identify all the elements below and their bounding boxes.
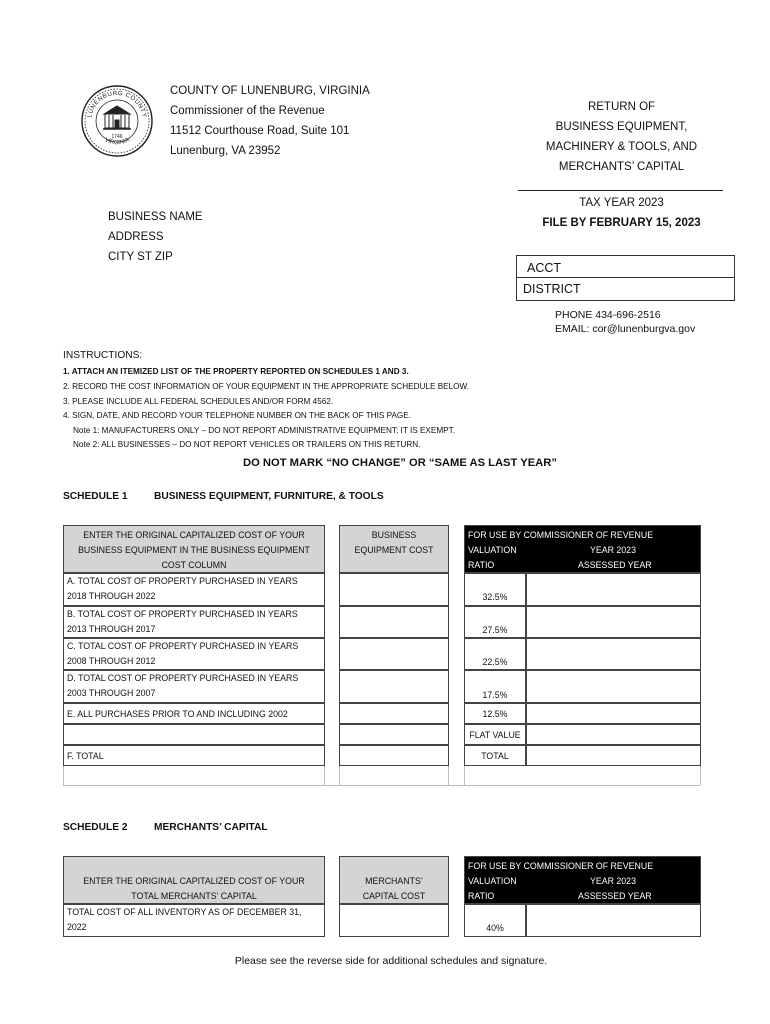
return-title (520, 97, 723, 177)
cost-input-e[interactable] (339, 703, 449, 724)
merchants-assessed-input[interactable] (526, 904, 701, 937)
instruction-item: 2. RECORD THE COST INFORMATION OF YOUR EQUIPMENT IN THE APPROPRIATE SCHEDULE BELOW. (63, 382, 470, 391)
header-text: MERCHANTS’ (365, 876, 423, 886)
row-label-line: 2022 (67, 922, 87, 932)
schedule1-header-cost (339, 525, 449, 573)
county-address (170, 81, 370, 161)
address-label: ADDRESS (108, 231, 164, 243)
schedule1-number: SCHEDULE 1 (63, 491, 128, 502)
assessed-input-total[interactable] (526, 745, 701, 766)
title-divider (518, 190, 723, 191)
phone: PHONE 434-696-2516 (555, 309, 661, 321)
row-label-line: A. TOTAL COST OF PROPERTY PURCHASED IN YEARS (67, 576, 298, 586)
ratio-a (464, 573, 526, 606)
street-address: 11512 Courthouse Road, Suite 101 (170, 125, 350, 137)
cost-input-d[interactable] (339, 670, 449, 703)
ratio-value: 32.5% (482, 592, 508, 602)
footer-note: Please see the reverse side for additional schedules and signature. (234, 955, 548, 967)
schedule2-title: MERCHANTS’ CAPITAL (154, 822, 268, 833)
ratio-c (464, 638, 526, 670)
instruction-item: 1. ATTACH AN ITEMIZED LIST OF THE PROPERTY REPORTED ON SCHEDULES 1 AND 3. (63, 367, 409, 376)
ratio-b (464, 606, 526, 638)
county-seal (80, 84, 154, 158)
total-label (464, 745, 526, 766)
courthouse-icon (103, 106, 131, 129)
cost-input-b[interactable] (339, 606, 449, 638)
return-title-line: MACHINERY & TOOLS, AND (545, 141, 698, 153)
schedule1-row-label (63, 573, 325, 606)
cost-input-a[interactable] (339, 573, 449, 606)
row-label-line: 2008 THROUGH 2012 (67, 656, 156, 666)
schedule2-number: SCHEDULE 2 (63, 822, 128, 833)
county-name: COUNTY OF LUNENBURG, VIRGINIA (170, 85, 370, 97)
seal-bottom-text: VIRGINIA (103, 137, 131, 147)
return-title-line: RETURN OF (587, 101, 656, 113)
ratio-d (464, 670, 526, 703)
merchants-cost-input[interactable] (339, 904, 449, 937)
instruction-note: Note 2: ALL BUSINESSES – DO NOT REPORT VEHICLES OR TRAILERS ON THIS RETURN. (73, 440, 421, 449)
row-label-line: 2018 THROUGH 2022 (67, 591, 156, 601)
ratio-value: 40% (486, 923, 504, 933)
cost-input-c[interactable] (339, 638, 449, 670)
ratio-value: 17.5% (482, 690, 508, 700)
schedule1-row-label (63, 670, 325, 703)
valuation-label: RATIO (468, 891, 495, 901)
merchants-ratio (464, 904, 526, 937)
header-text: BUSINESS (371, 530, 417, 540)
row-label-line: E. ALL PURCHASES PRIOR TO AND INCLUDING 2002 (67, 709, 288, 719)
file-by-date: FILE BY FEBRUARY 15, 2023 (542, 217, 701, 229)
assessed-input-b[interactable] (526, 606, 701, 638)
flat-value-text: FLAT VALUE (469, 730, 521, 740)
commissioner-title: FOR USE BY COMMISSIONER OF REVENUE (468, 861, 654, 871)
instruction-note: Note 1: MANUFACTURERS ONLY – DO NOT REPORT ADMINISTRATIVE EQUIPMENT; IT IS EXEMPT. (73, 426, 456, 435)
tax-year: TAX YEAR 2023 (579, 197, 664, 209)
return-title-line: BUSINESS EQUIPMENT, (555, 121, 688, 133)
schedule1-header-description (63, 525, 325, 573)
schedule1-blank-label (63, 724, 325, 745)
assessed-label: ASSESSED YEAR (578, 560, 652, 570)
commissioner-title: FOR USE BY COMMISSIONER OF REVENUE (468, 530, 654, 540)
row-label-line: 2013 THROUGH 2017 (67, 624, 156, 634)
assessed-input-d[interactable] (526, 670, 701, 703)
assessed-label: YEAR 2023 (590, 545, 636, 555)
assessed-input-flat[interactable] (526, 724, 701, 745)
valuation-label: VALUATION (468, 876, 517, 886)
schedule1-row-label (63, 638, 325, 670)
ratio-value: 27.5% (482, 625, 508, 635)
header-text: EQUIPMENT COST (354, 545, 434, 555)
schedule1-row-label (63, 745, 325, 766)
schedule1-commissioner-header (464, 525, 701, 573)
valuation-label: RATIO (468, 560, 495, 570)
email: EMAIL: cor@lunenburgva.gov (555, 323, 696, 335)
assessed-label: YEAR 2023 (590, 876, 636, 886)
city-zip-label: CITY ST ZIP (108, 251, 173, 263)
cost-input-total[interactable] (339, 745, 449, 766)
schedule1-row-label (63, 606, 325, 638)
ratio-value: 12.5% (482, 709, 508, 719)
district-box[interactable] (516, 278, 735, 301)
return-title-line: MERCHANTS’ CAPITAL (558, 161, 685, 173)
city-state-zip: Lunenburg, VA 23952 (170, 145, 281, 157)
assessed-input-a[interactable] (526, 573, 701, 606)
assessed-input-c[interactable] (526, 638, 701, 670)
schedule1-title: BUSINESS EQUIPMENT, FURNITURE, & TOOLS (154, 491, 384, 502)
schedule2-row-label (63, 904, 325, 937)
seal-top-text: LUNENBURG COUNTY (86, 89, 148, 119)
header-text: TOTAL MERCHANTS’ CAPITAL (131, 891, 257, 901)
schedule2-header-cost (339, 856, 449, 904)
header-text: ENTER THE ORIGINAL CAPITALIZED COST OF YOUR (83, 876, 305, 886)
acct-label: ACCT (527, 261, 562, 275)
flat-value-label (464, 724, 526, 745)
instruction-item: 3. PLEASE INCLUDE ALL FEDERAL SCHEDULES AND/OR FORM 4562. (63, 397, 334, 406)
business-name-label: BUSINESS NAME (108, 211, 203, 223)
header-text: CAPITAL COST (362, 891, 426, 901)
row-label-line: D. TOTAL COST OF PROPERTY PURCHASED IN YEARS (67, 673, 299, 683)
row-label-line: C. TOTAL COST OF PROPERTY PURCHASED IN YEARS (67, 641, 299, 651)
valuation-label: VALUATION (468, 545, 517, 555)
district-label: DISTRICT (523, 282, 581, 296)
assessed-label: ASSESSED YEAR (578, 891, 652, 901)
assessed-input-e[interactable] (526, 703, 701, 724)
ratio-e (464, 703, 526, 724)
instruction-item: 4. SIGN, DATE, AND RECORD YOUR TELEPHONE NUMBER ON THE BACK OF THIS PAGE. (63, 411, 412, 420)
seal-year: 1746 (111, 134, 123, 140)
row-label-line: B. TOTAL COST OF PROPERTY PURCHASED IN YEARS (67, 609, 298, 619)
schedule2-commissioner-header (464, 856, 701, 904)
ratio-value: 22.5% (482, 657, 508, 667)
commissioner-title: Commissioner of the Revenue (170, 105, 325, 117)
schedule2-header-description (63, 856, 325, 904)
cost-input-flat[interactable] (339, 724, 449, 745)
instructions-heading: INSTRUCTIONS: (63, 350, 143, 361)
row-label-line: F. TOTAL (67, 751, 104, 761)
warning-text: DO NOT MARK “NO CHANGE” OR “SAME AS LAST YEAR” (243, 457, 557, 469)
row-label-line: TOTAL COST OF ALL INVENTORY AS OF DECEMBER 31, (67, 907, 302, 917)
acct-box[interactable] (516, 255, 735, 278)
total-text: TOTAL (481, 751, 509, 761)
row-label-line: 2003 THROUGH 2007 (67, 688, 156, 698)
schedule1-row-label (63, 703, 325, 724)
header-text: ENTER THE ORIGINAL CAPITALIZED COST OF YOUR BUSINESS EQUIPMENT IN THE BUSINESS EQUIPMENT COST COLUMN (78, 530, 310, 570)
